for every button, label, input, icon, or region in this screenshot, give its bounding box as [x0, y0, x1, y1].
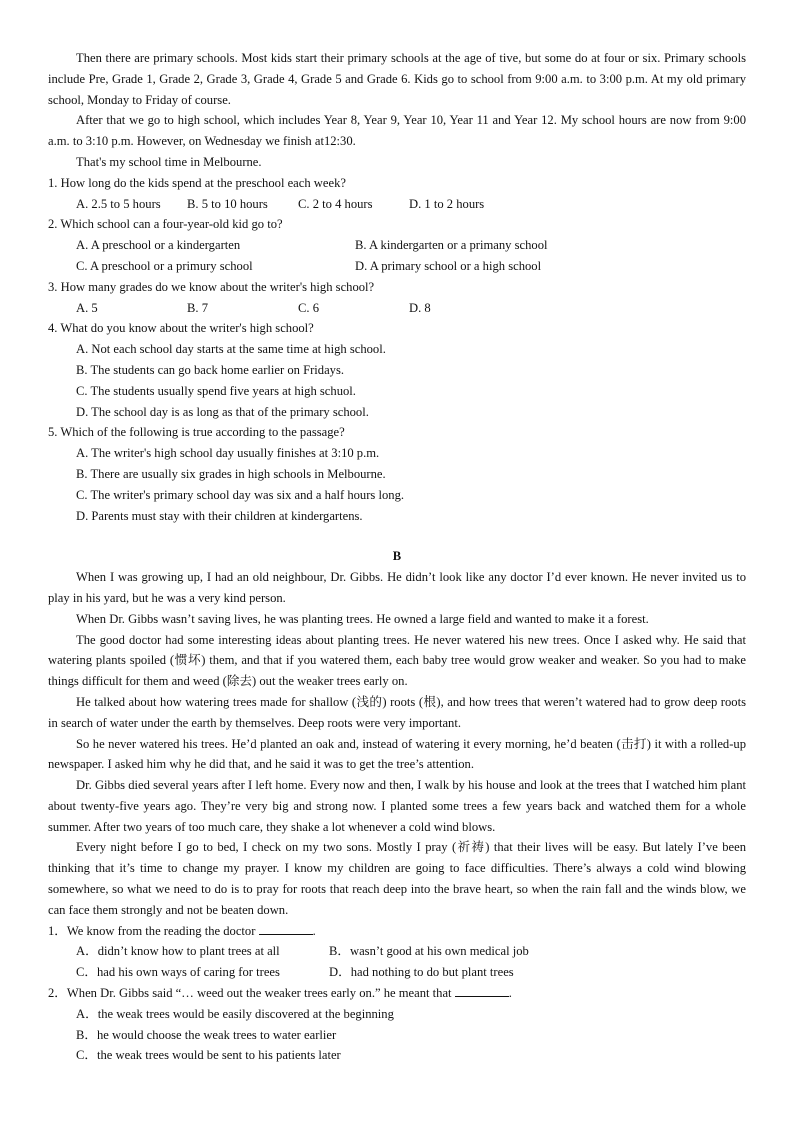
question-stem — [48, 921, 746, 942]
answer-options — [76, 962, 746, 983]
question-stem: 5. Which of the following is true according to the passage? — [48, 425, 345, 440]
question-end: . — [312, 923, 316, 938]
answer-option: A. 2.5 to 5 hours — [76, 196, 161, 211]
document-page — [48, 48, 746, 1066]
answer-options — [76, 235, 746, 256]
passage-b-paragraph: When Dr. Gibbs wasn’t saving lives, he was planting trees. He owned a large field and wanted to make it a forest. — [76, 611, 649, 626]
question-stem: 2. Which school can a four-year-old kid go to? — [48, 217, 283, 232]
passage-b-paragraph: When I was growing up, I had an old neighbour, Dr. Gibbs. He didn’t look like any doctor I’d ever known. He never invited us to play in his yard, but he was a very kind person. — [48, 570, 746, 605]
answer-option: B. The students can go back home earlier on Fridays. — [76, 362, 345, 377]
question-text: 2．When Dr. Gibbs said “… weed out the weaker trees early on.” he meant that — [48, 986, 452, 1001]
passage-b-paragraph: The good doctor had some interesting ideas about planting trees. He never watered his new trees. Once I asked why. He said that watering plants spoiled (惯坏) them, and that if you watered them, each baby tree would grow weaker and weaker. So you had to make things difficult for them and weed (除去) out the weaker trees early on. — [48, 632, 746, 689]
answer-blank — [259, 921, 313, 935]
question-stem: 4. What do you know about the writer's high school? — [48, 321, 314, 336]
answer-option: B. 5 to 10 hours — [187, 196, 268, 211]
answer-option: B. There are usually six grades in high schools in Melbourne. — [76, 466, 386, 481]
passage-b-paragraph: Dr. Gibbs died several years after I left home. Every now and then, I walk by his house and look at the trees that I watched him plant about twenty-five years ago. They’re very big and strong now. I planted some trees a few years back and watched them for a whole summer. After two years of too much care, they shake a lot whenever a cold wind blows. — [48, 778, 746, 834]
passage-b-paragraph: He talked about how watering trees made for shallow (浅的) roots (根), and how trees that weren’t watered had to grow deep roots in search of water under the earth by themselves. Deep roots were very important. — [48, 694, 746, 730]
question-text: 1．We know from the reading the doctor — [48, 923, 256, 938]
answer-blank — [455, 983, 509, 997]
answer-options — [76, 298, 746, 319]
answer-option: C．the weak trees would be sent to his patients later — [76, 1048, 341, 1063]
answer-option: B．wasn’t good at his own medical job — [329, 944, 529, 959]
answer-option: B. A kindergarten or a primany school — [355, 238, 548, 253]
question-stem: 1. How long do the kids spend at the preschool each week? — [48, 175, 346, 190]
question-stem — [48, 983, 746, 1004]
answer-option: A．didn’t know how to plant trees at all — [76, 944, 280, 959]
answer-option: C. A preschool or a primury school — [76, 258, 253, 273]
passage-b-paragraph: Every night before I go to bed, I check on my two sons. Mostly I pray (祈祷) that their lives will be easy. But lately I’ve been thinking that it’s time to change my prayer. I know my children are going to face difficulties. There’s always a cold wind blowing somewhere, so what we need to do is to pray for roots that reach deep into the brave heart, so when the rain fall and the winds blow, we can face them strongly and not be beaten down. — [48, 840, 746, 917]
answer-options — [76, 194, 746, 215]
passage-a-paragraph: After that we go to high school, which includes Year 8, Year 9, Year 10, Year 11 and Year 12. My school hours are now from 9:00 a.m. to 3:10 p.m. However, on Wednesday we finish at12:30. — [48, 113, 746, 149]
answer-option: D. A primary school or a high school — [355, 258, 542, 273]
passage-a-paragraph: That's my school time in Melbourne. — [76, 154, 262, 169]
answer-option: D. Parents must stay with their children at kindergartens. — [76, 508, 363, 523]
answer-option: A. 5 — [76, 300, 98, 315]
answer-option: D. The school day is as long as that of the primary school. — [76, 404, 369, 419]
answer-options — [76, 941, 746, 962]
answer-option: B．he would choose the weak trees to water earlier — [76, 1027, 337, 1042]
passage-b-paragraph: So he never watered his trees. He’d planted an oak and, instead of watering it every morning, he’d beaten (击打) it with a rolled-up newspaper. I asked him why he did that, and he said it was to get the tree’s attention. — [48, 736, 746, 772]
answer-option: C. 2 to 4 hours — [298, 196, 373, 211]
answer-option: D. 1 to 2 hours — [409, 196, 485, 211]
answer-option: C．had his own ways of caring for trees — [76, 965, 280, 980]
passage-a-paragraph: Then there are primary schools. Most kids start their primary schools at the age of tive, but some do at four or six. Primary schools include Pre, Grade 1, Grade 2, Grade 3, Grade 4, Grade 5 and Grade 6. Kids go to school from 9:00 a.m. to 3:00 p.m. At my old primary school, Monday to Friday of course. — [48, 51, 746, 107]
answer-option: C. 6 — [298, 300, 319, 315]
answer-option: C. The writer's primary school day was six and a half hours long. — [76, 487, 405, 502]
answer-options — [76, 256, 746, 277]
question-end: . — [508, 986, 512, 1001]
answer-option: D．had nothing to do but plant trees — [329, 965, 514, 980]
answer-option: B. 7 — [187, 300, 208, 315]
answer-option: C. The students usually spend five years at high schuol. — [76, 383, 356, 398]
answer-option: D. 8 — [409, 300, 431, 315]
question-stem: 3. How many grades do we know about the writer's high school? — [48, 279, 375, 294]
answer-option: A. The writer's high school day usually finishes at 3:10 p.m. — [76, 446, 380, 461]
answer-option: A. A preschool or a kindergarten — [76, 238, 241, 253]
section-heading: B — [392, 549, 402, 564]
answer-option: A．the weak trees would be easily discovered at the beginning — [76, 1006, 394, 1021]
answer-option: A. Not each school day starts at the same time at high school. — [76, 342, 386, 357]
